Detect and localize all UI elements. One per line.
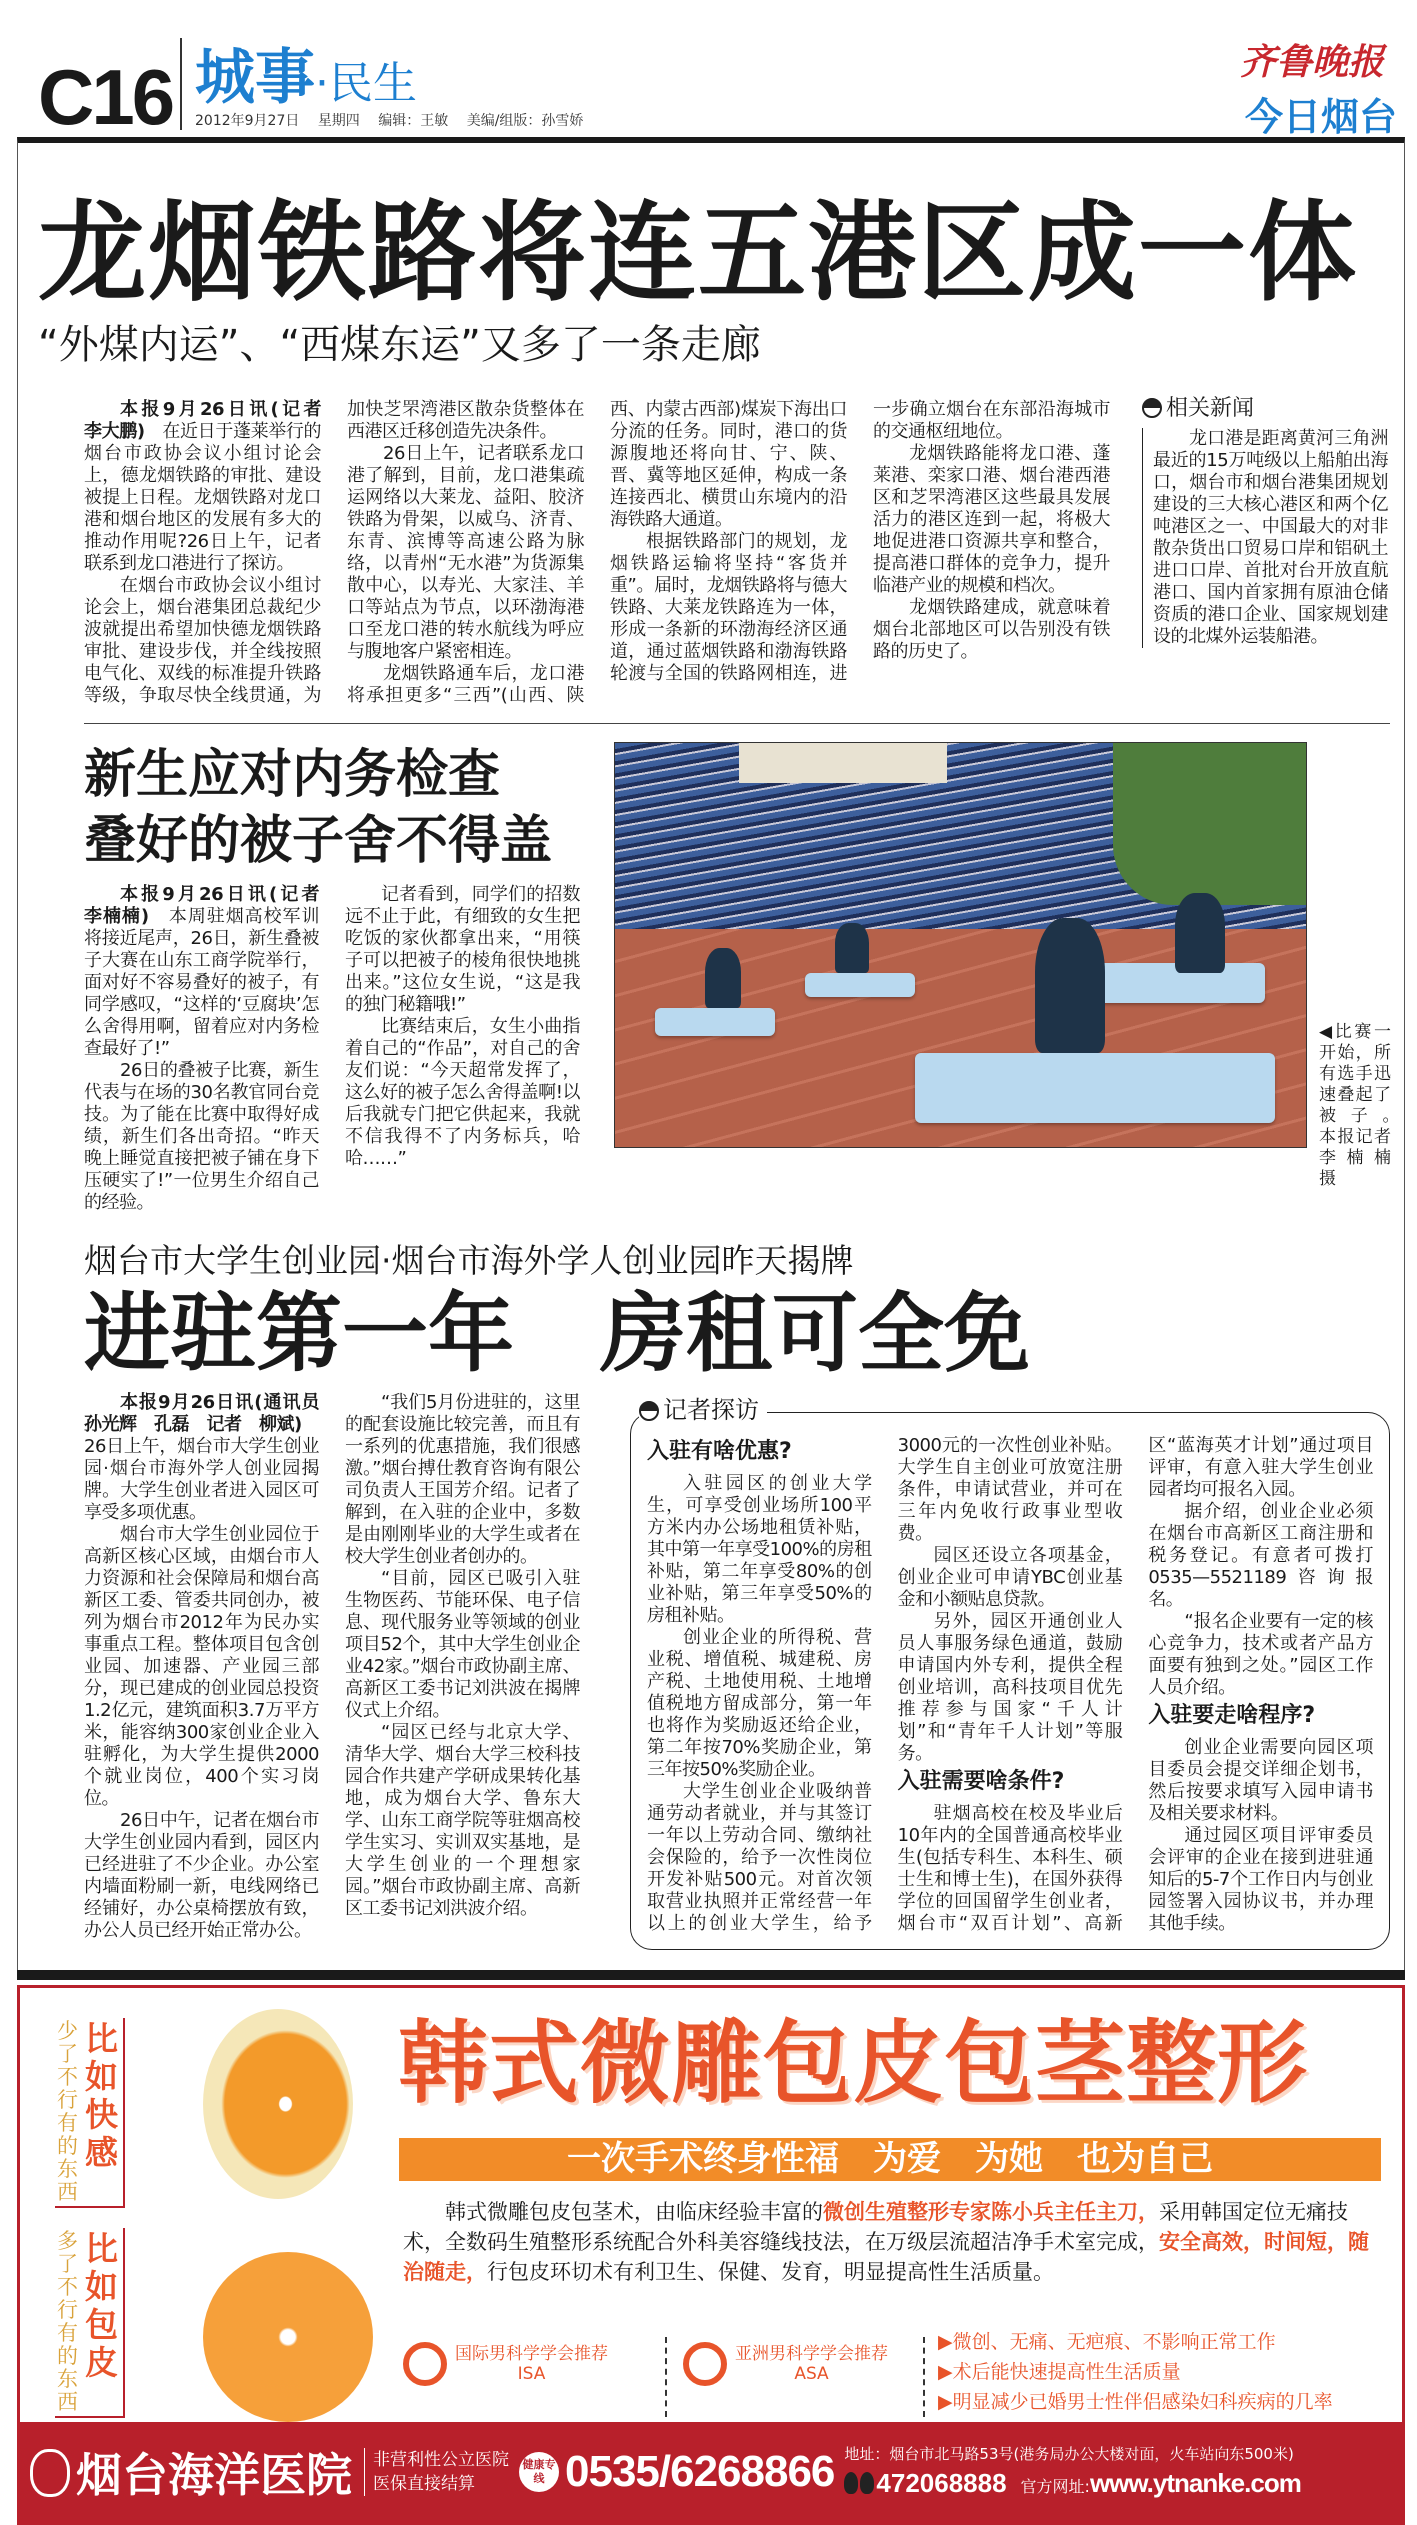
isa-logo-icon xyxy=(403,2342,447,2386)
paragraph-text: 另外，园区开通创业人员人事服务绿色通道，鼓励申请国内外专利，提供全程创业培训，高科技项目优先推荐参与国家“千人计划”和“青年千人计划”等服务。 xyxy=(897,1611,1123,1764)
ad-body-text: 采用韩国定位无痛技术，全数码生殖整形系统配合外科美容缝线技法，在万级层流超洁净手术室完成， xyxy=(403,2200,1348,2254)
hospital-name xyxy=(30,2439,352,2505)
photo-student xyxy=(835,923,869,973)
online-contact xyxy=(844,2468,1349,2499)
related-news-label: 相关新闻 xyxy=(1166,396,1255,421)
hospital-website xyxy=(1021,2468,1301,2499)
paragraph xyxy=(345,1016,580,1170)
half-circle-icon xyxy=(639,1401,659,1421)
dashed-divider xyxy=(923,2337,925,2417)
editor: 编辑：王敏 xyxy=(378,113,449,129)
newspaper-logo: 齐鲁晚报 xyxy=(1240,41,1385,83)
related-news-tag xyxy=(1142,391,1388,422)
male-symbol-icon xyxy=(683,2342,727,2386)
article2-text-area xyxy=(84,742,580,1214)
paragraph xyxy=(84,1392,337,1524)
article1-subheadline: “外煤内运”、“西煤东运”又多了一条走廊 xyxy=(38,322,761,368)
ad-body-text: 韩式微雕包皮包茎术，由临床经验丰富的 xyxy=(445,2200,823,2224)
section-heading xyxy=(647,1439,872,1465)
paragraph-text: “园区已经与北京大学、清华大学、烟台大学三校科技园合作共建产学研成果转化基地，成为烟台大学、鲁东大学、山东工商学院等驻烟高校学生实习、实训双实基地，是大学生创业的一个理想家园。”烟台市政协副主席、高新区工委书记刘洪波介绍。 xyxy=(345,1722,580,1919)
ad-label-1-big: 比如快感 xyxy=(85,2019,118,2172)
qq-number: 472068888 xyxy=(876,2468,1007,2498)
paragraph-text: “我们5月份进驻的，这里的配套设施比较完善，而且有一系列的优惠措施，我们很感激。”烟台搏仕教育咨询有限公司负责人王国芳介绍。记者了解到，在入驻的企业中，多数是由刚刚毕业的大学生或者在校大学生创业者创办的。 xyxy=(345,1392,580,1567)
dateline-lead: 本报9月26日讯(记者 李大鹏) xyxy=(84,399,339,442)
page-header xyxy=(0,0,1417,141)
paragraph xyxy=(84,884,337,1060)
ad-label-2 xyxy=(55,2228,125,2418)
reporter-interview-box xyxy=(630,1396,1390,1950)
paragraph xyxy=(345,884,580,1016)
paragraph-text: 龙烟铁路通车后，龙口港将承担更多“三西”(山西、陕西、内蒙古西部)煤炭下海出口分流的任务。同时，港口的货源腹地还将向甘、宁、陕、晋、冀等地区延伸，构成一条连接西北、横贯山东境内的沿海铁路大通道。 xyxy=(347,399,847,706)
paragraph-text: 入驻园区的创业大学生，可享受创业场所100平方米内办公场地租赁补贴，其中第一年享受100%的房租补贴，第二年享受80%的创业补贴，第三年享受50%的房租补贴。 xyxy=(647,1473,872,1626)
dateline-lead: 本报9月26日讯(通讯员 孙光辉 孔磊 记者 柳斌) xyxy=(84,1392,337,1435)
qq-penguin-icon xyxy=(860,2472,874,2494)
article2-headline xyxy=(84,742,580,874)
half-circle-icon xyxy=(1142,398,1162,418)
news-area xyxy=(17,137,1408,1970)
website-url[interactable]: www.ytnanke.com xyxy=(1089,2468,1301,2498)
designer: 美编/组版：孙雪娇 xyxy=(466,113,584,129)
article2-row xyxy=(84,742,1408,1214)
ad-body-highlight: 安全高效，时间短，随治随走， xyxy=(403,2230,1369,2284)
paragraph-text: 创业企业的所得税、营业税、增值税、城建税、房产税、土地使用税、土地增值税地方留成部分，第一年也将作为奖励返还给企业，第二年按70%奖励企业，第三年按50%奖励企业。 xyxy=(647,1627,872,1780)
paragraph-text: 26日中午，记者在烟台市大学生创业园内看到，园区内已经进驻了不少企业。办公室内墙面粉刷一新，电线网络已经铺好，办公桌椅摆放有致，办公人员已经开始正常办公。 xyxy=(84,1810,319,1941)
hospital-type: 非营利性公立医院 xyxy=(373,2450,509,2470)
paragraph-text: 在烟台市政协会议小组讨论会上，烟台港集团总裁纪少波就提出希望加快德龙烟铁路审批、建设步伐，并全线按照电气化、双线的标准提升铁路等级，争取尽快全线贯通，为加快芝罘湾港区散杂货整体在西港区迁移创造先决条件。 xyxy=(84,399,584,706)
ad-label-2-small: 多了不行有的东西 xyxy=(57,2229,78,2414)
photo-student xyxy=(1035,918,1105,1053)
article3-headline: 进驻第一年 房租可全免 xyxy=(84,1284,1030,1384)
paragraph xyxy=(1148,1825,1373,1935)
paragraph xyxy=(1148,1611,1373,1699)
quilt-contest-photo xyxy=(614,742,1307,1148)
reporter-interview-body xyxy=(647,1435,1373,1935)
qq-contact xyxy=(844,2468,1006,2499)
paragraph-text: “报名企业要有一定的核心竞争力，技术或者产品方面要有独到之处。”园区工作人员介绍。 xyxy=(1148,1611,1373,1698)
section-heading xyxy=(898,1769,1123,1795)
paragraph-text: 26日上午，烟台市大学生创业园·烟台市海外学人创业园揭牌。大学生创业者进入园区可享受多项优惠。 xyxy=(84,1414,320,1523)
hospital-address: 地址：烟台市北马路53号(港务局办公大楼对面，火车站向东500米) xyxy=(844,2445,1294,2463)
paragraph xyxy=(347,443,584,663)
hospital-advertisement xyxy=(17,1985,1405,2525)
hospital-logo-icon xyxy=(30,2449,70,2497)
paragraph-text: 本周驻烟高校军训将接近尾声，26日，新生叠被子大赛在山东工商学院举行，面对好不容易叠好的被子，有同学感叹，“这样的‘豆腐块’怎么舍得用啊，留着应对内务检查最好了!” xyxy=(84,906,319,1059)
hotline-badge: 健康专线 xyxy=(519,2452,559,2492)
header-divider xyxy=(180,38,182,130)
paragraph-text: 26日的叠被子比赛，新生代表与在场的30名教官同台竞技。为了能在比赛中取得好成绩，新生们各出奇招。“昨天晚上睡觉直接把被子铺在身下压硬实了!”一位男生介绍自己的经验。 xyxy=(84,1060,319,1213)
reporter-interview-tag xyxy=(639,1395,767,1425)
paragraph-text: 入驻需要啥条件? xyxy=(897,1769,1065,1794)
photo-trees xyxy=(1113,743,1306,905)
website-label: 官方网址: xyxy=(1020,2477,1090,2496)
asa-label: 亚洲男科学学会推荐 xyxy=(735,2344,888,2364)
ad-benefit-item: ▶ 微创、无痛、无疤痕、不影响正常工作 xyxy=(938,2327,1333,2357)
article2-headline-line2: 叠好的被子舍不得盖 xyxy=(84,811,553,871)
paragraph-text: 根据铁路部门的规划，龙烟铁路运输将坚持“客货并重”。届时，龙烟铁路将与德大铁路、大莱龙铁路连为一体，形成一条新的环渤海经济区通道，通过蓝烟铁路和渤海铁路轮渡与全国的铁路网相连，进一步确立烟台在东部沿海城市的交通枢纽地位。 xyxy=(610,399,1110,684)
article2-headline-line1: 新生应对内务检查 xyxy=(84,745,501,805)
paragraph xyxy=(84,399,339,575)
section-name: 城事 xyxy=(195,43,315,113)
paragraph xyxy=(345,1568,580,1722)
photo-student xyxy=(705,948,741,1008)
article1-body xyxy=(84,399,1110,707)
ad-body xyxy=(403,2197,1378,2287)
paragraph xyxy=(873,443,1110,597)
paragraph-text: 记者看到，同学们的招数远不止于此，有细致的女生把吃饭的家伙都拿出来，“用筷子可以把被子的棱角很快地挑出来。”这位女生说，“这是我的独门秘籍哦!” xyxy=(345,884,580,1015)
article3-row xyxy=(84,1392,1390,1950)
photo-quilt xyxy=(655,1008,775,1036)
paragraph xyxy=(84,1810,319,1942)
bottom-rule xyxy=(17,1970,1405,1980)
hospital-insurance: 医保直接结算 xyxy=(373,2474,475,2494)
reporter-interview-label: 记者探访 xyxy=(663,1396,759,1424)
dateline xyxy=(195,110,597,130)
hospital-contact xyxy=(844,2445,1349,2499)
ad-label-1 xyxy=(55,2018,125,2208)
photo-building xyxy=(739,743,946,783)
edition-name: 今日烟台 xyxy=(1245,95,1398,139)
article-divider xyxy=(84,723,1390,724)
article2-body xyxy=(84,884,580,1214)
orange-slice-image xyxy=(203,2252,373,2422)
section-subname: ·民生 xyxy=(315,58,417,109)
paragraph-text: 烟台市大学生创业园位于高新区核心区域，由烟台市人力资源和社会保障局和烟台高新区工委、管委共同创办，被列为烟台市2012年为民办实事重点工程。整体项目包含创业园、加速器、产业园三部分，现已建成的创业园总投资1.2亿元，建筑面积3.7万平方米，能容纳300家创业企业入驻孵化，为大学生提供2000个就业岗位，400个实习岗位。 xyxy=(84,1524,319,1809)
weekday: 星期四 xyxy=(317,113,360,129)
ad-label-1-small: 少了不行有的东西 xyxy=(57,2019,78,2204)
paragraph-text: 入驻有啥优惠? xyxy=(647,1439,792,1464)
article3-kicker: 烟台市大学生创业园·烟台市海外学人创业园昨天揭牌 xyxy=(84,1241,854,1280)
paragraph xyxy=(898,1545,1123,1611)
paragraph-text: 大学生创业企业吸纳普通劳动者就业，并与其签订一年以上劳动合同、缴纳社会保险的，给予一次性岗位开发补贴500元。对首次领取营业执照并正常经营一年以上的创业大学生，给予3000元的一次性创业补贴。大学生自主创业可放宽注册条件，申请试营业，并可在三年内免收行政事业型收费。 xyxy=(647,1435,1123,1934)
photo-student xyxy=(1175,893,1225,973)
paragraph xyxy=(873,597,1110,663)
section-heading xyxy=(1148,1703,1373,1729)
paragraph xyxy=(1148,1737,1373,1825)
section-title xyxy=(195,30,417,116)
paragraph-text: 据介绍，创业企业必须在烟台市高新区工商注册和税务登记。有意者可拨打0535—5521189咨询报名。 xyxy=(1148,1501,1373,1610)
dashed-divider xyxy=(665,2337,667,2417)
article1-headline: 龙烟铁路将连五港区成一体 xyxy=(38,191,1359,316)
paragraph xyxy=(898,1611,1123,1765)
related-news-sidebar xyxy=(1142,391,1388,648)
paragraph-text: 龙烟铁路能将龙口港、蓬莱港、栾家口港、烟台港西港区和芝罘湾港区这些最具发展活力的港区连到一起，将极大地促进港口资源共享和整合，提高港口群体的竞争力，提升临港产业的规模和档次。 xyxy=(873,443,1110,596)
paragraph xyxy=(345,1392,580,1568)
paragraph-text: 比赛结束后，女生小曲指着自己的“作品”，对自己的舍友们说：“今天超常发挥了，这么好的被子怎么舍得盖啊!以后我就专门把它供起来，我就不信我得不了内务标兵，哈哈……” xyxy=(345,1016,580,1169)
qq-penguin-icon xyxy=(844,2472,858,2494)
isa-label: 国际男科学学会推荐 xyxy=(455,2344,608,2364)
article1-row xyxy=(84,396,1390,707)
isa-abbr: ISA xyxy=(517,2364,546,2384)
paragraph xyxy=(345,1722,580,1920)
paragraph xyxy=(647,1473,872,1627)
paragraph xyxy=(647,1627,872,1781)
orange-half-image xyxy=(203,2009,353,2199)
photo-quilt xyxy=(805,973,915,997)
paragraph xyxy=(84,1060,319,1214)
photo-caption: ◀比赛一开始，所有选手迅速叠起了被子。 本报记者 李楠楠 摄 xyxy=(1319,1022,1408,1189)
ad-label-2-big: 比如包皮 xyxy=(85,2229,118,2382)
dateline-lead: 本报9月26日讯(记者 李楠楠) xyxy=(84,884,337,927)
paragraph-text: 26日上午，记者联系龙口港了解到，目前，龙口港集疏运网络以大莱龙、益阳、胶济铁路为骨架，以威乌、济青、东青、滨博等高速公路为脉络，以青州“无水港”为货源集散中心，以寿光、大家洼、羊口等站点为节点，以环渤海港口至龙口港的转水航线为呼应与腹地客户紧密相连。 xyxy=(347,443,584,662)
paragraph-text: 创业企业需要向园区项目委员会提交详细企划书，然后按要求填写入园申请书及相关要求材料。 xyxy=(1148,1737,1373,1824)
ad-slogan: 一次手术终身性福 为爱 为她 也为自己 xyxy=(399,2138,1381,2181)
asa-endorsement xyxy=(683,2342,888,2386)
paragraph-text: 驻烟高校在校及毕业后10年内的全国普通高校毕业生(包括专科生、本科生、硕士生和博士生)，在国外获得学位的回国留学生创业者，烟台市“双百计划”、高新区“蓝海英才计划”通过项目评审，有意入驻大学生创业园者均可报名入园。 xyxy=(897,1435,1373,1934)
paragraph-text: 在近日于蓬莱举行的烟台市政协会议小组讨论会上，德龙烟铁路的审批、建设被提上日程。龙烟铁路对龙口港和烟台地区的发展有多大的推动作用呢?26日上午，记者联系到龙口港进行了探访。 xyxy=(84,421,321,574)
hotline-number: 0535/6268866 xyxy=(565,2447,835,2496)
paragraph-text: 通过园区项目评审委员会评审的企业在接到进驻通知后的5-7个工作日内与创业园签署入园协议书，并办理其他手续。 xyxy=(1148,1825,1373,1934)
hospital-info xyxy=(364,2448,509,2496)
hospital-name-text: 烟台海洋医院 xyxy=(76,2448,352,2502)
paragraph-text: 龙烟铁路建成，就意味着烟台北部地区可以告别没有铁路的历史了。 xyxy=(873,597,1110,662)
related-news-text: 龙口港是距离黄河三角洲最近的15万吨级以上船舶出海口，烟台市和烟台港集团规划建设的三大核心港区和两个亿吨港区之一、中国最大的对非散杂货出口贸易口岸和铝矾土进口口岸、首批对台开放直航港口、国内首家拥有原油仓储资质的港口企业、国家规划建设的北煤外运装船港。 xyxy=(1142,428,1388,648)
paragraph xyxy=(84,1524,319,1810)
asa-abbr: ASA xyxy=(794,2364,829,2384)
ad-footer-bar xyxy=(20,2422,1402,2522)
article3-body xyxy=(84,1392,580,1942)
isa-endorsement xyxy=(403,2342,608,2386)
ad-body-text: 行包皮环切术有利卫生、保健、发育，明显提高性生活质量。 xyxy=(487,2260,1054,2284)
ad-body-highlight: 微创生殖整形专家陈小兵主任主刀， xyxy=(823,2200,1159,2224)
ad-benefits-list xyxy=(938,2327,1333,2417)
paragraph-text: 园区还设立各项基金，创业企业可申请YBC创业基金和小额贴息贷款。 xyxy=(897,1545,1123,1610)
paragraph-text: 入驻要走啥程序? xyxy=(1148,1703,1316,1728)
issue-date: 2012年9月27日 xyxy=(195,113,300,129)
paragraph-text: “目前，园区已吸引入驻生物医药、节能环保、电子信息、现代服务业等领域的创业项目52个，其中大学生创业企业42家。”烟台市政协副主席、高新区工委书记刘洪波在揭牌仪式上介绍。 xyxy=(345,1568,580,1721)
ad-title: 韩式微雕包皮包茎整形 xyxy=(398,2011,1308,2116)
ad-benefit-item: ▶ 术后能快速提高性生活质量 xyxy=(938,2357,1333,2387)
paragraph xyxy=(1148,1501,1373,1611)
page-number: C16 xyxy=(38,53,173,141)
photo-quilt xyxy=(915,1053,1275,1123)
ad-benefit-item: ▶ 明显减少已婚男士性伴侣感染妇科疾病的几率 xyxy=(938,2387,1333,2417)
